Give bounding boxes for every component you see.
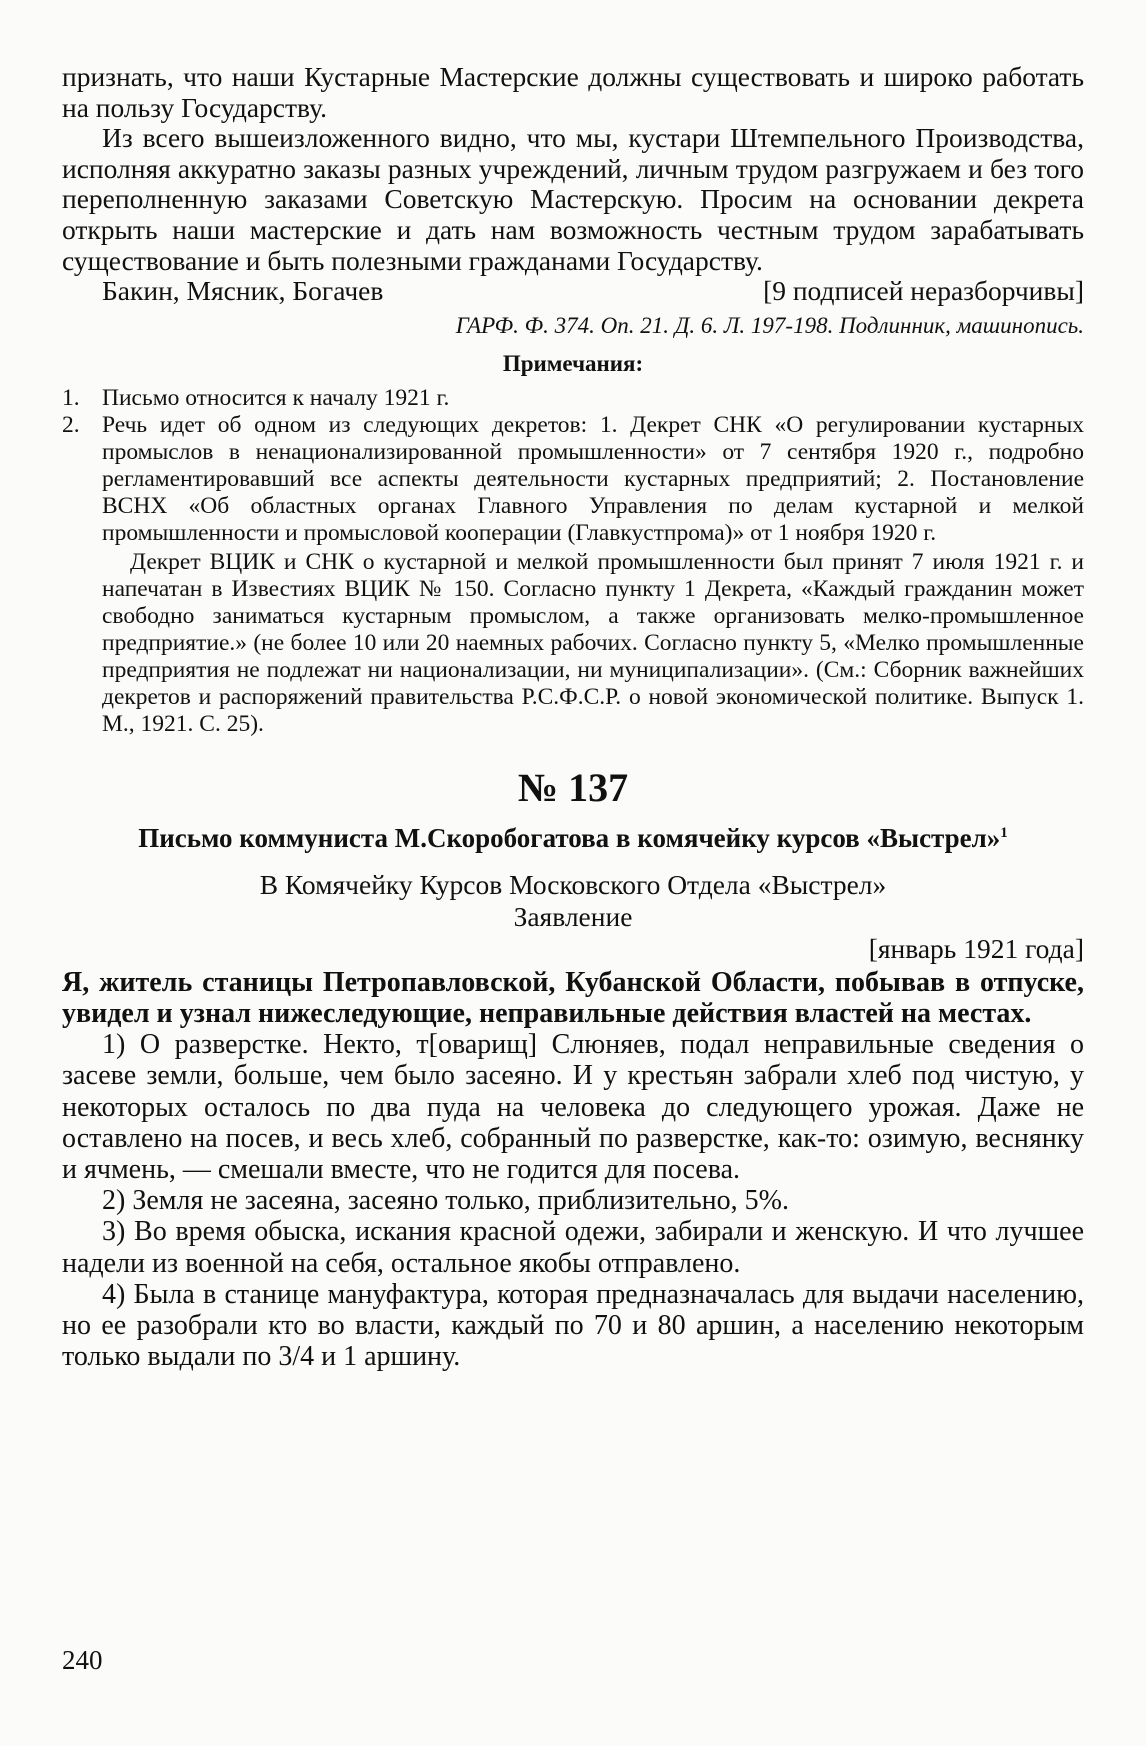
addressee: В Комячейку Курсов Московского Отдела «Выстрел» xyxy=(259,868,887,900)
document-title xyxy=(62,816,1084,855)
note-item xyxy=(62,412,1084,547)
note-number: 2. xyxy=(62,411,80,438)
title-footnote-marker: 1 xyxy=(1000,824,1008,841)
text-column xyxy=(62,62,1084,1372)
note-continuation: Декрет ВЦИК и СНК о кустарной и мелкой промышленности был принят 7 июля 1921 г. и напечатан в Известиях ВЦИК № 150. Согласно пункту 1 Декрета, «Каждый гражданин может свободно заниматься кустарным промыслом, а также организовать мелко-промышленное предприятие.» (не более 10 или 20 наемных рабочих. Согласно пункту 5, «Мелко промышленные предприятия не подлежат ни национализации, ни муниципализации». (См.: Сборник важнейших декретов и распоряжений правительства Р.С.Ф.С.Р. о новой экономической политике. Выпуск 1. М., 1921. С. 25). xyxy=(102,548,1084,737)
note-text: Речь идет об одном из следующих декретов: 1. Декрет СНК «О регулировании кустарных промыслов в ненационализированной промышленности» от 7 сентября 1920 г., подробно регламентировавший все аспекты деятельности кустарных предприятий; 2. Постановление ВСНХ «Об областных органах Главного Управления по делам кустарной и мелкой промышленности и промысловой кооперации (Главкустпрома)» от 1 ноября 1920 г. xyxy=(102,411,1084,546)
note-number: 1. xyxy=(62,384,80,411)
letter-body xyxy=(62,967,1084,1373)
letter-paragraph-3: 2) Земля не засеяна, засеяно только, приблизительно, 5%. xyxy=(102,1185,789,1217)
archive-source: ГАРФ. Ф. 374. Оп. 21. Д. 6. Л. 197-198. Подлинник, машинопись. xyxy=(455,312,1084,338)
letter-paragraph-1: Я, житель станицы Петропавловской, Кубанской Области, побывав в отпуске, увидел и узнал нижеследующие, неправильные действия властей на местах. xyxy=(62,966,1084,1029)
document-title-text: Письмо коммуниста М.Скоробогатова в комячейку курсов «Выстрел» xyxy=(138,822,1001,853)
notes-title: Примечания: xyxy=(502,350,644,376)
letter-paragraph-2: 1) О разверстке. Некто, т[оварищ] Слюняев, подал неправильные сведения о засеве земли, больше, чем было засеяно. И у крестьян забрали хлеб под чистую, у некоторых осталось по два пуда на человека до следующего урожая. Даже не оставлено на посев, и весь хлеб, собранный по разверстке, как-то: озимую, веснянку и ячмень, — смешали вместе, что не годится для посева. xyxy=(62,1029,1084,1185)
page-number: 240 xyxy=(62,1645,103,1675)
notes-list xyxy=(62,385,1084,738)
document-type: Заявление xyxy=(513,900,633,932)
document-date: [январь 1921 года] xyxy=(868,932,1084,964)
signatures-note: [9 подписей неразборчивы] xyxy=(763,275,1084,307)
signer-names: Бакин, Мясник, Богачев xyxy=(102,275,384,307)
note-text: Письмо относится к началу 1921 г. xyxy=(102,384,450,411)
letter-paragraph-5: 4) Была в станице мануфактура, которая предназначалась для выдачи населению, но ее разобрали кто во власти, каждый по 70 и 80 аршин, а населению некоторым только выдали по 3/4 и 1 аршину. xyxy=(62,1278,1084,1373)
opening-paragraph-1: признать, что наши Кустарные Мастерские должны существовать и широко работать на пользу Государству. xyxy=(62,61,1084,123)
note-item xyxy=(62,385,1084,412)
signers-line xyxy=(62,276,1084,307)
letter-paragraph-4: 3) Во время обыска, искания красной одежи, забирали и женскую. И что лучшее надели из военной на себя, остальное якобы отправлено. xyxy=(62,1216,1084,1279)
opening-paragraph-2: Из всего вышеизложенного видно, что мы, кустари Штемпельного Производства, исполняя аккуратно заказы разных учреждений, личным трудом разгружаем и без того переполненную заказами Советскую Мастерскую. Просим на основании декрета открыть наши мастерские и дать нам возможность честным трудом зарабатывать существование и быть полезными гражданами Государству. xyxy=(62,122,1084,276)
document-number: № 137 xyxy=(517,764,629,810)
